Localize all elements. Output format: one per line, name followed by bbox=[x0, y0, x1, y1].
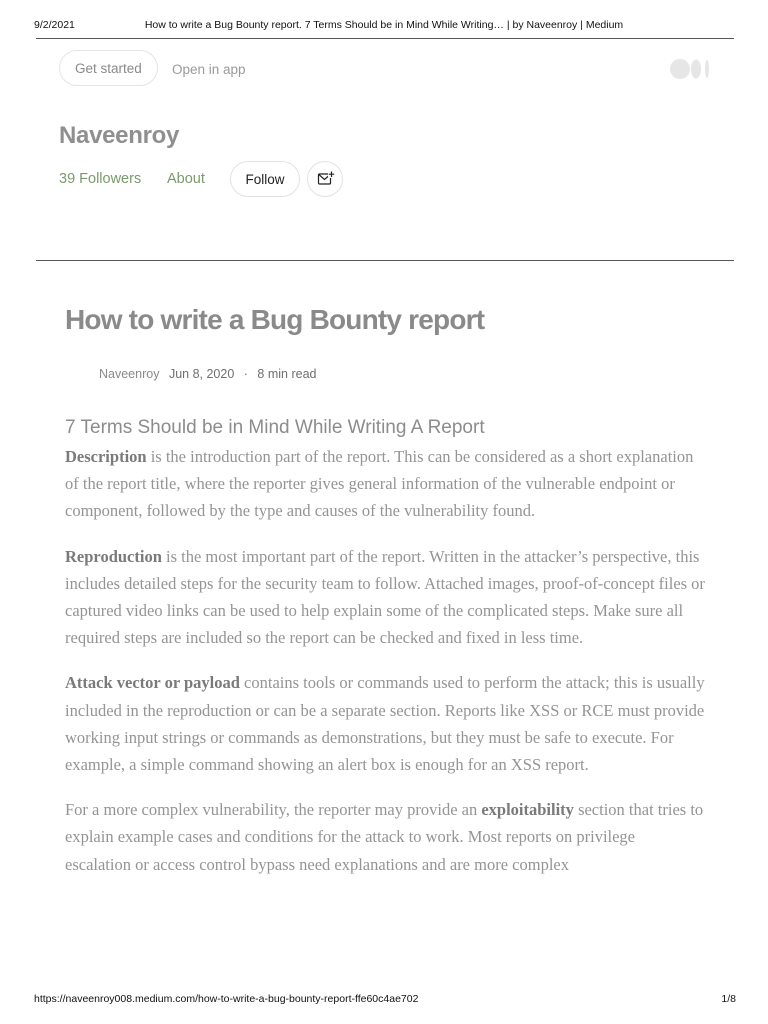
byline-separator: · bbox=[243, 367, 248, 381]
byline-author[interactable]: Naveenroy bbox=[99, 367, 160, 381]
print-footer bbox=[0, 990, 768, 1010]
paragraph-reproduction bbox=[65, 543, 705, 652]
article-title: How to write a Bug Bounty report bbox=[65, 304, 485, 335]
paragraph-lead: Reproduction bbox=[65, 546, 162, 566]
article-subtitle: 7 Terms Should be in Mind While Writing A Report bbox=[65, 417, 485, 438]
byline bbox=[65, 367, 705, 385]
paragraph-text: contains tools or commands used to perform the attack; this is usually included in the reproduction or can be a separate section. Reports like XSS or RCE must provide working input strings or commands as demonstrations, but they must be safe to execute. For example, a simple command showing an alert box is enough for an XSS report. bbox=[65, 673, 705, 775]
print-date: 9/2/2021 bbox=[34, 19, 75, 31]
follow-button[interactable]: Follow bbox=[230, 161, 300, 197]
paragraph-text: is the most important part of the report. Written in the attacker’s perspective, this includes detailed steps for the security team to follow. Attached images, proof-of-concept files or captured video links can be used to help explain some of the complicated steps. Make sure all required steps are included so the report can be checked and fixed in less time. bbox=[65, 546, 705, 648]
print-page-number: 1/8 bbox=[721, 993, 736, 1005]
article bbox=[65, 300, 705, 878]
mail-plus-icon bbox=[317, 170, 335, 188]
paragraph-exploitability bbox=[65, 796, 705, 878]
paragraph-lead: Attack vector or payload bbox=[65, 673, 240, 693]
paragraph-text: For a more complex vulnerability, the reporter may provide an bbox=[65, 800, 482, 820]
byline-read-time: 8 min read bbox=[257, 367, 317, 381]
byline-date[interactable]: Jun 8, 2020 bbox=[168, 367, 235, 381]
top-bar bbox=[36, 38, 734, 99]
print-title: How to write a Bug Bounty report. 7 Terms Should be in Mind While Writing… | by Naveenroy | Medium bbox=[144, 19, 624, 31]
subscribe-button[interactable] bbox=[307, 161, 343, 197]
open-in-app-link[interactable]: Open in app bbox=[172, 62, 246, 77]
author-header bbox=[36, 98, 734, 261]
paragraph-text: section that tries to explain example cases and conditions for the attack to work. Most reports on privilege escalation or access control bypass need explanations and are more complex bbox=[65, 800, 704, 874]
print-url: https://naveenroy008.medium.com/how-to-write-a-bug-bounty-report-ffe60c4ae702 bbox=[34, 993, 419, 1005]
author-name[interactable]: Naveenroy bbox=[59, 122, 180, 149]
print-header bbox=[0, 0, 768, 34]
get-started-button[interactable]: Get started bbox=[59, 50, 158, 86]
followers-link[interactable]: 39 Followers bbox=[59, 171, 142, 187]
paragraph-description bbox=[65, 443, 705, 525]
about-link[interactable]: About bbox=[167, 171, 205, 187]
paragraph-text: is the introduction part of the report. This can be considered as a short explanation of the report title, where the reporter gives general information of the vulnerable endpoint or component, followed by the type and causes of the vulnerability found. bbox=[65, 447, 694, 521]
medium-logo-icon[interactable] bbox=[670, 59, 712, 79]
paragraph-attack-vector bbox=[65, 669, 705, 778]
paragraph-lead: Description bbox=[65, 447, 147, 466]
paragraph-bold: exploitability bbox=[481, 800, 574, 820]
